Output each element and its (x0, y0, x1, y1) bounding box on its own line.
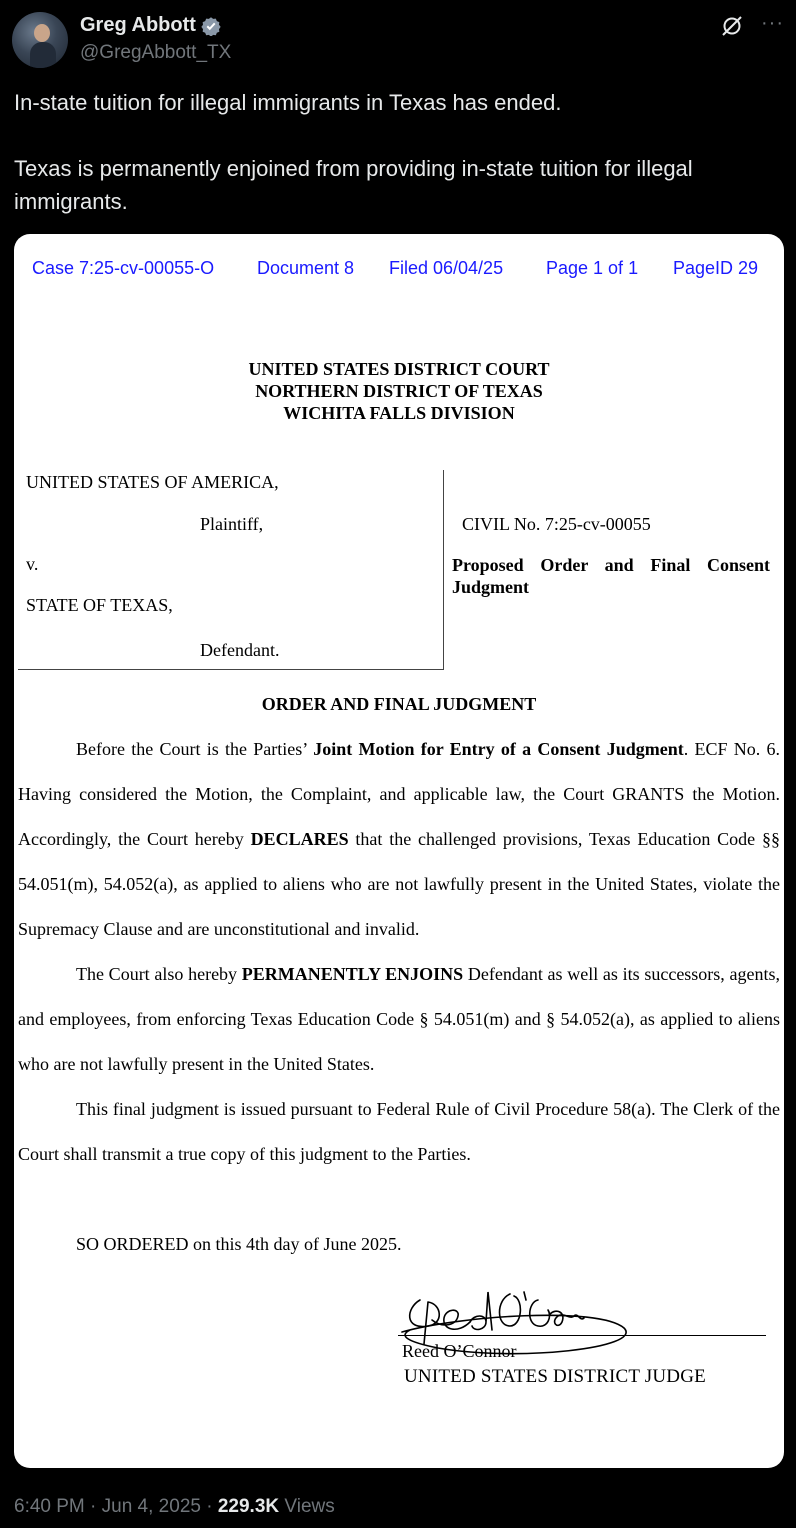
p1-bold-declares: DECLARES (250, 829, 349, 849)
tweet-meta (14, 1496, 335, 1518)
tweet-line-2: Texas is permanently enjoined from providing in-state tuition for illegal immigrants. (14, 156, 693, 214)
page-id: PageID 29 (673, 258, 759, 278)
court-line-3: WICHITA FALLS DIVISION (283, 403, 515, 423)
p2-text-a: The Court also hereby (76, 964, 242, 984)
p1-text-c: . ECF No. 6. Having considered the Motion, the Complaint, and applicable law, the Court GRANTS the Motion. Accordingly, the Court hereby (18, 739, 781, 849)
paragraph-2 (18, 952, 780, 1087)
caption-divider-vertical (443, 470, 444, 670)
page-count: Page 1 of 1 (546, 258, 639, 278)
verified-badge-icon (201, 16, 221, 36)
views-label: Views (279, 1496, 335, 1517)
p1-bold-motion: Joint Motion for Entry of a Consent Judgment (313, 739, 684, 759)
avatar[interactable] (12, 12, 68, 68)
grok-icon[interactable] (720, 14, 744, 38)
tweet-line-1: In-state tuition for illegal immigrants in Texas has ended. (14, 90, 562, 115)
tweet-text (14, 86, 784, 218)
order-title: ORDER AND FINAL JUDGMENT (261, 694, 537, 714)
defendant-name: STATE OF TEXAS, (26, 595, 173, 615)
views-count[interactable]: 229.3K (217, 1496, 280, 1517)
p1-text-e: that the challenged provisions, Texas Education Code §§ 54.051(m), 54.052(a), as applied to aliens who are not lawfully present in the United States, violate the Supremacy Clause and are unconstitutional and invalid. (18, 829, 780, 939)
attached-document-image[interactable] (14, 234, 784, 1468)
defendant-label: Defendant. (200, 640, 280, 660)
filed-date: Filed 06/04/25 (389, 258, 504, 278)
court-line-2: NORTHERN DISTRICT OF TEXAS (255, 381, 543, 401)
author-handle[interactable]: @GregAbbott_TX (80, 42, 232, 63)
case-number: Case 7:25-cv-00055-O (32, 258, 215, 278)
caption-divider-horizontal (18, 669, 444, 670)
p1-text-a: Before the Court is the Parties’ (76, 739, 314, 759)
paragraph-1 (18, 727, 780, 952)
timestamp[interactable]: 6:40 PM · Jun 4, 2025 · (14, 1496, 218, 1517)
tweet-header (12, 12, 784, 68)
plaintiff-name: UNITED STATES OF AMERICA, (26, 472, 279, 492)
p2-text-c: Defendant as well as its successors, agents, and employees, from enforcing Texas Education Code § 54.051(m) and § 54.052(a), as applied to aliens who are not lawfully present in the United States. (18, 964, 780, 1074)
so-ordered: SO ORDERED on this 4th day of June 2025. (76, 1234, 402, 1254)
author-name[interactable]: Greg Abbott (80, 14, 196, 36)
document-number: Document 8 (257, 258, 355, 278)
paragraph-3: This final judgment is issued pursuant to Federal Rule of Civil Procedure 58(a). The Clerk of the Court shall transmit a true copy of this judgment to the Parties. (18, 1099, 780, 1164)
judge-title: UNITED STATES DISTRICT JUDGE (404, 1366, 706, 1387)
document-title: Proposed Order and Final Consent Judgment (452, 555, 770, 597)
judge-name: Reed O’Connor (402, 1341, 517, 1361)
plaintiff-label: Plaintiff, (200, 514, 264, 534)
more-options-icon[interactable]: ··· (761, 12, 784, 34)
author-name-row (80, 14, 221, 37)
court-heading (14, 358, 784, 424)
p2-bold-enjoins: PERMANENTLY ENJOINS (241, 964, 464, 984)
signature-line (398, 1335, 766, 1336)
civil-number: CIVIL No. 7:25-cv-00055 (462, 514, 651, 534)
versus: v. (26, 554, 39, 574)
court-line-1: UNITED STATES DISTRICT COURT (248, 359, 550, 379)
